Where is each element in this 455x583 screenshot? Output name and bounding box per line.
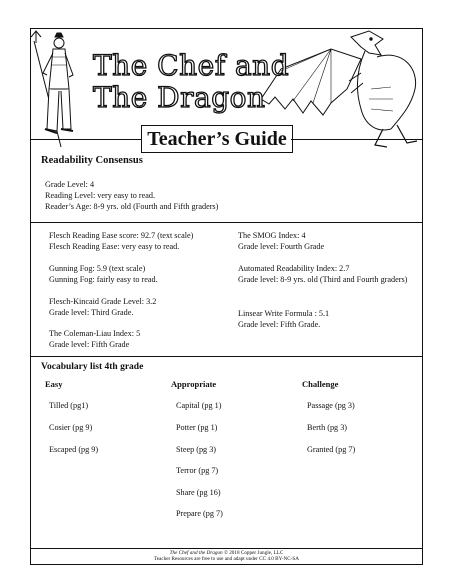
score-linsear-desc: Grade level: Fifth Grade. (238, 320, 321, 329)
footer-divider (31, 548, 422, 549)
footer-license: Teacher Resources are free to use and adapt under CC 4.0 BY-NC-SA (153, 556, 300, 562)
vocab-word: Cosier (pg 9) (49, 423, 93, 432)
footer-book-title: The Chef and the Dragon (169, 550, 223, 556)
vocab-word: Capital (pg 1) (176, 401, 222, 410)
score-smog: The SMOG Index: 4 (238, 231, 306, 240)
page-frame (30, 28, 423, 565)
section-divider-2 (31, 356, 422, 357)
book-title-line2: The Dragon (93, 81, 266, 114)
footer-copyright-text: © 2018 Copper Jungle, LLC (222, 550, 284, 556)
score-flesch-ease: Flesch Reading Ease score: 92.7 (text scale) (49, 231, 194, 240)
score-linsear: Linsear Write Formula : 5.1 (238, 309, 330, 318)
reading-level: Reading Level: very easy to read. (45, 191, 156, 200)
score-coleman-liau-desc: Grade level: Fifth Grade (49, 340, 130, 349)
vocab-word: Steep (pg 3) (176, 445, 217, 454)
score-flesch-ease-desc: Flesch Reading Ease: very easy to read. (49, 242, 180, 251)
score-ari: Automated Readability Index: 2.7 (238, 264, 350, 273)
score-gunning-fog-desc: Gunning Fog: fairly easy to read. (49, 275, 158, 284)
vocab-word: Prepare (pg 7) (176, 509, 223, 518)
score-flesch-kincaid: Flesch-Kincaid Grade Level: 3.2 (49, 297, 157, 306)
score-ari-desc: Grade level: 8-9 yrs. old (Third and Fourth graders) (238, 275, 408, 284)
vocab-word: Potter (pg 1) (176, 423, 218, 432)
teachers-guide-banner: Teacher’s Guide (141, 125, 293, 153)
grade-level: Grade Level: 4 (45, 180, 95, 189)
score-coleman-liau: The Coleman-Liau Index: 5 (49, 329, 141, 338)
vocab-word: Share (pg 16) (176, 488, 221, 497)
vocab-heading-easy: Easy (45, 379, 63, 389)
readers-age: Reader’s Age: 8-9 yrs. old (Fourth and Fifth graders) (45, 202, 219, 211)
vocab-heading-challenge: Challenge (302, 379, 339, 389)
vocab-word: Berth (pg 3) (307, 423, 348, 432)
score-gunning-fog: Gunning Fog: 5.9 (text scale) (49, 264, 146, 273)
section-divider-1 (31, 222, 422, 223)
vocab-word: Tilled (pg1) (49, 401, 89, 410)
header-divider (31, 139, 141, 140)
readability-title: Readability Consensus (41, 155, 143, 166)
vocab-word: Passage (pg 3) (307, 401, 355, 410)
score-flesch-kincaid-desc: Grade level: Third Grade. (49, 308, 134, 317)
header-divider-right (291, 139, 422, 140)
chef-figure-icon (31, 31, 73, 147)
score-smog-desc: Grade level: Fourth Grade (238, 242, 325, 251)
book-title-line1: The Chef and (93, 49, 290, 82)
vocab-word: Escaped (pg 9) (49, 445, 99, 454)
vocab-word: Terror (pg 7) (176, 466, 219, 475)
vocab-heading-appropriate: Appropriate (171, 379, 217, 389)
vocabulary-title: Vocabulary list 4th grade (41, 362, 144, 372)
vocab-word: Granted (pg 7) (307, 445, 356, 454)
